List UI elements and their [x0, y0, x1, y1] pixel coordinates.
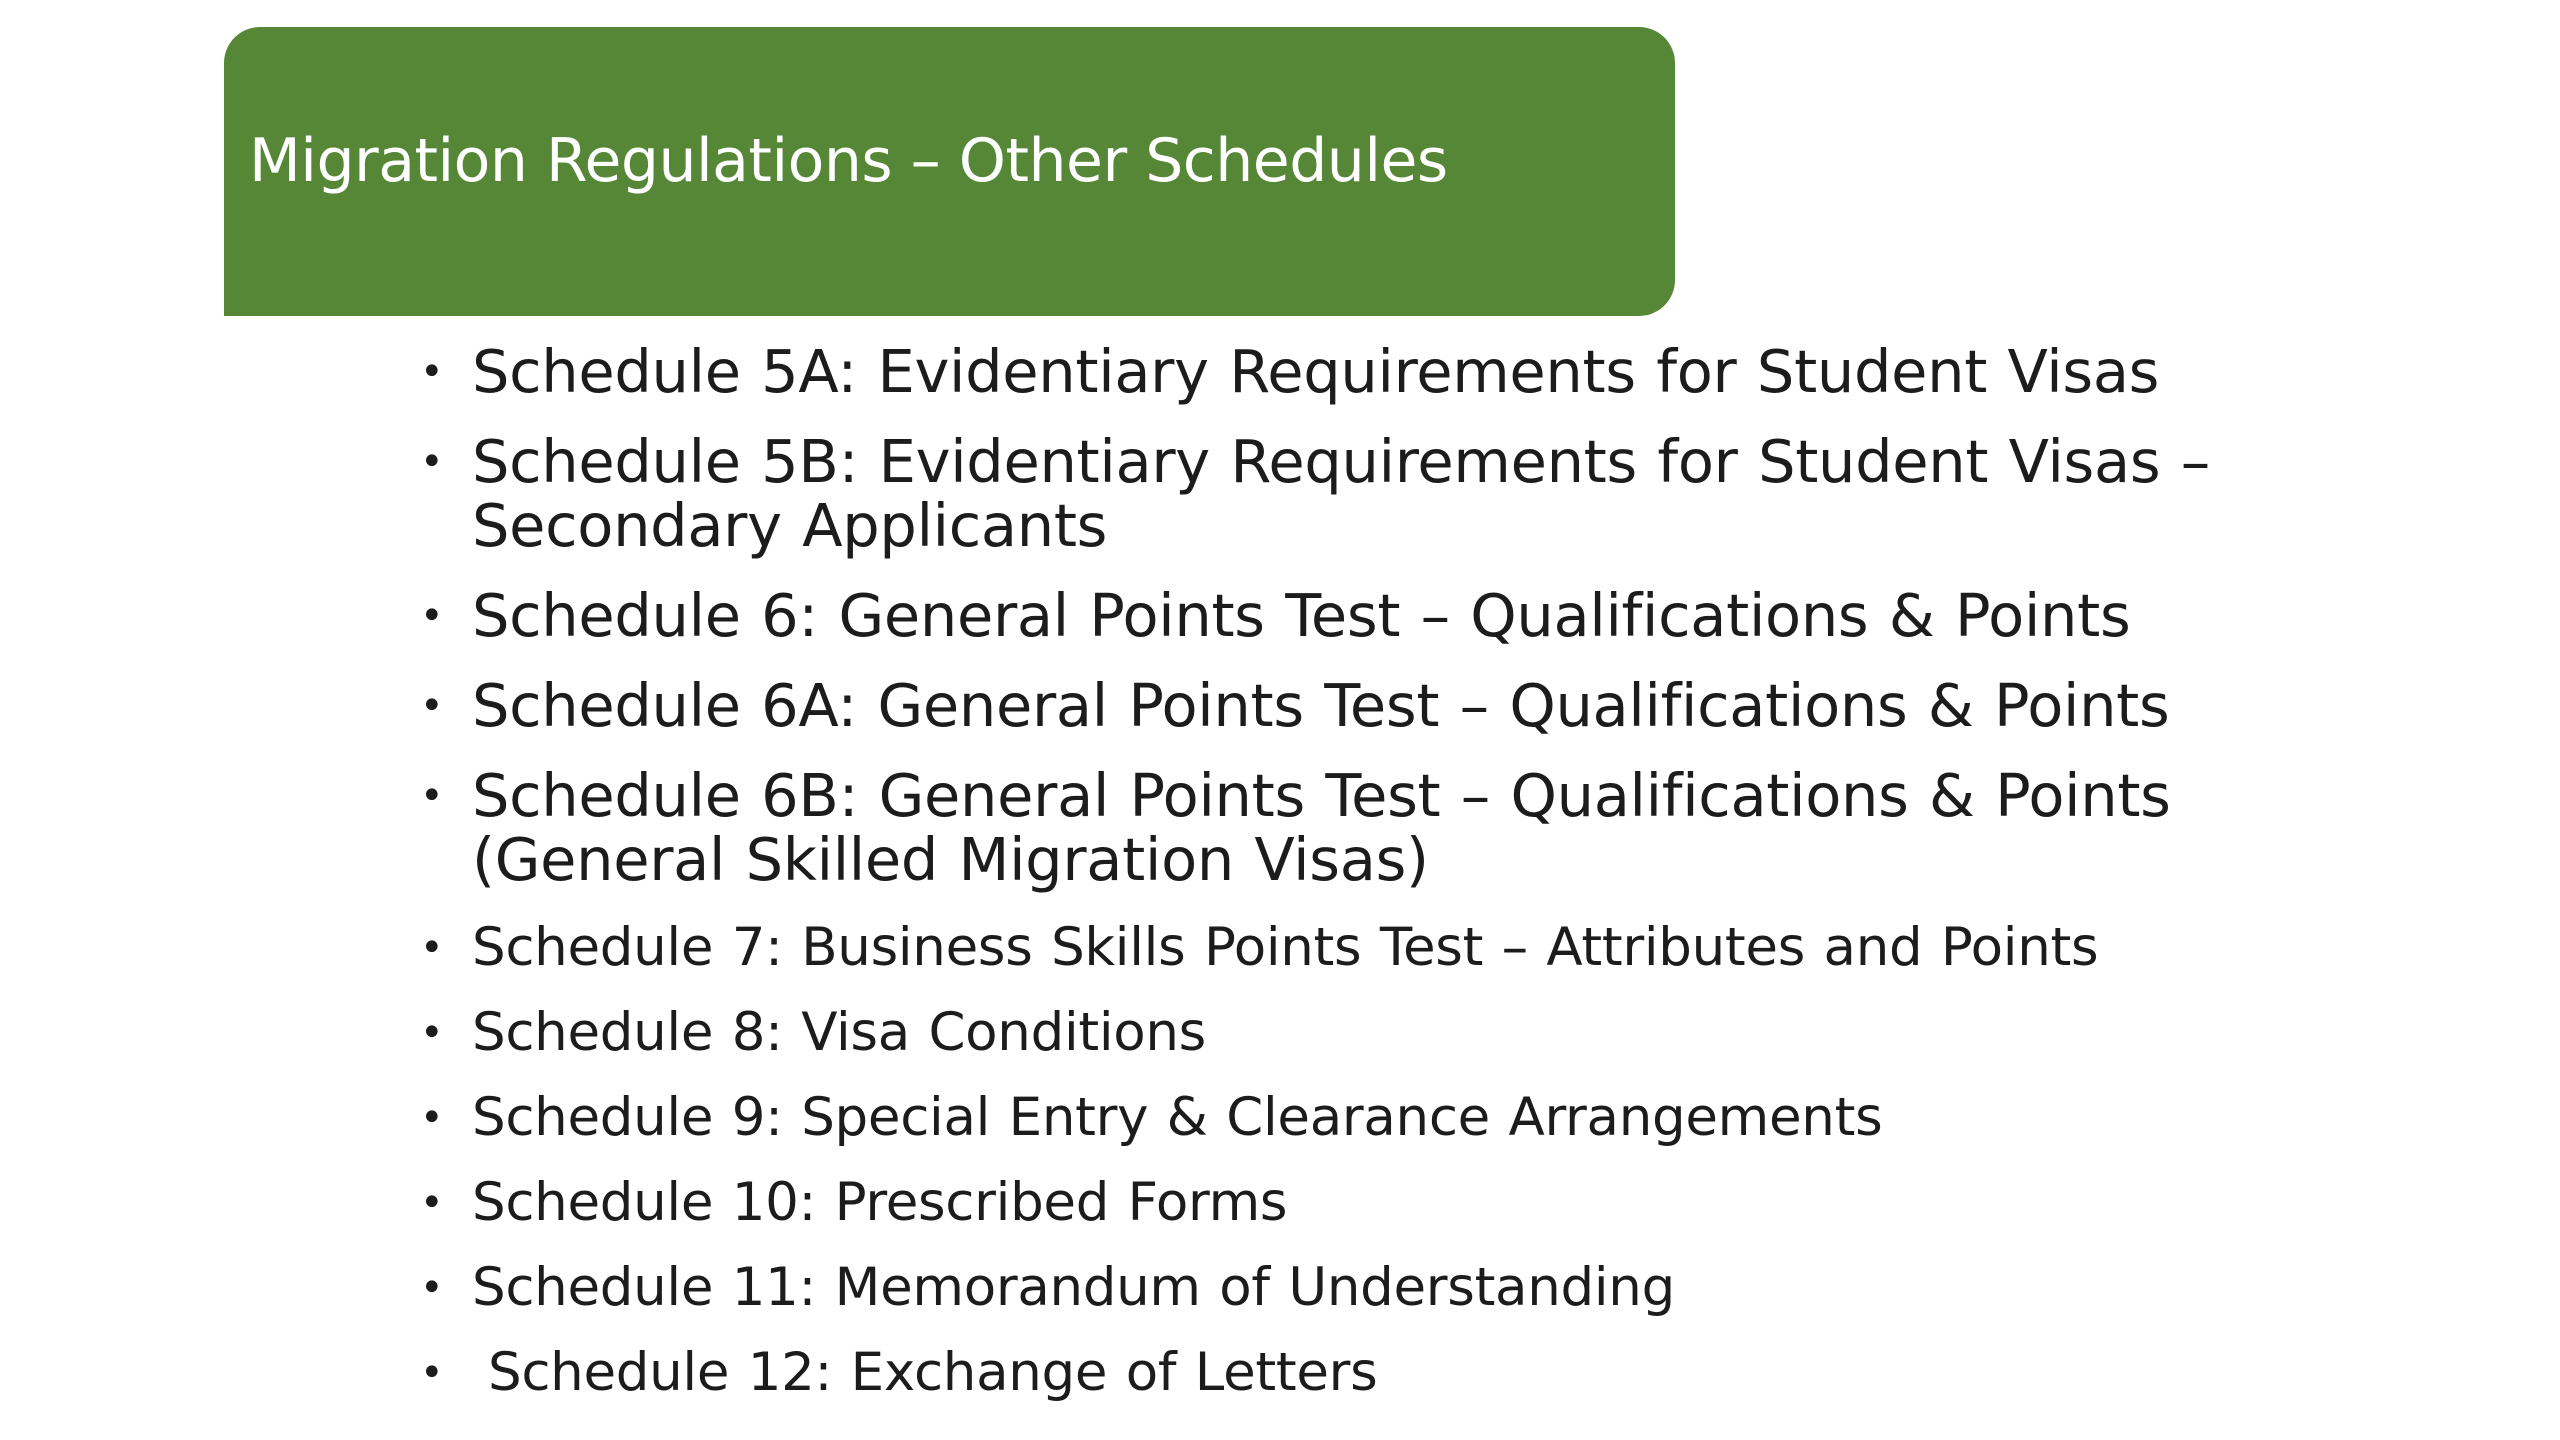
list-item — [420, 918, 2360, 978]
list-item — [420, 1343, 2360, 1403]
list-item-text: Schedule 8: Visa Conditions — [472, 1002, 1206, 1063]
bullet-icon: • — [420, 683, 444, 729]
title-banner — [224, 27, 1675, 316]
schedule-list — [420, 337, 2360, 1428]
list-item-text: Schedule 12: Exchange of Letters — [488, 1342, 1378, 1403]
list-item-text: Schedule 10: Prescribed Forms — [472, 1172, 1288, 1233]
slide-title: Migration Regulations – Other Schedules — [249, 126, 1448, 196]
bullet-icon: • — [420, 349, 444, 395]
list-item-text: Schedule 11: Memorandum of Understanding — [472, 1257, 1675, 1318]
list-item-text: Schedule 7: Business Skills Points Test – Attributes and Points — [472, 917, 2099, 978]
list-item — [420, 671, 2360, 740]
bullet-icon: • — [420, 925, 444, 971]
bullet-icon: • — [420, 439, 444, 485]
bullet-icon: • — [420, 1010, 444, 1056]
bullet-icon: • — [420, 1180, 444, 1226]
bullet-icon: • — [420, 773, 444, 819]
list-item — [420, 427, 2360, 560]
list-item — [420, 337, 2360, 406]
bullet-icon: • — [420, 593, 444, 639]
list-item — [420, 1258, 2360, 1318]
list-item — [420, 1003, 2360, 1063]
list-item-text: Schedule 6B: General Points Test – Qualifications & Points (General Skilled Migration Visas) — [472, 761, 2171, 894]
list-item — [420, 1088, 2360, 1148]
list-item-text: Schedule 9: Special Entry & Clearance Arrangements — [472, 1087, 1883, 1148]
bullet-icon: • — [420, 1350, 444, 1396]
list-item — [420, 761, 2360, 894]
bullet-icon: • — [420, 1265, 444, 1311]
list-item-text: Schedule 5B: Evidentiary Requirements for Student Visas – Secondary Applicants — [472, 427, 2210, 560]
list-item — [420, 1173, 2360, 1233]
list-item — [420, 581, 2360, 650]
list-item-text: Schedule 5A: Evidentiary Requirements for Student Visas — [472, 337, 2160, 406]
bullet-icon: • — [420, 1095, 444, 1141]
list-item-text: Schedule 6A: General Points Test – Qualifications & Points — [472, 671, 2170, 740]
list-item-text: Schedule 6: General Points Test – Qualifications & Points — [472, 581, 2131, 650]
